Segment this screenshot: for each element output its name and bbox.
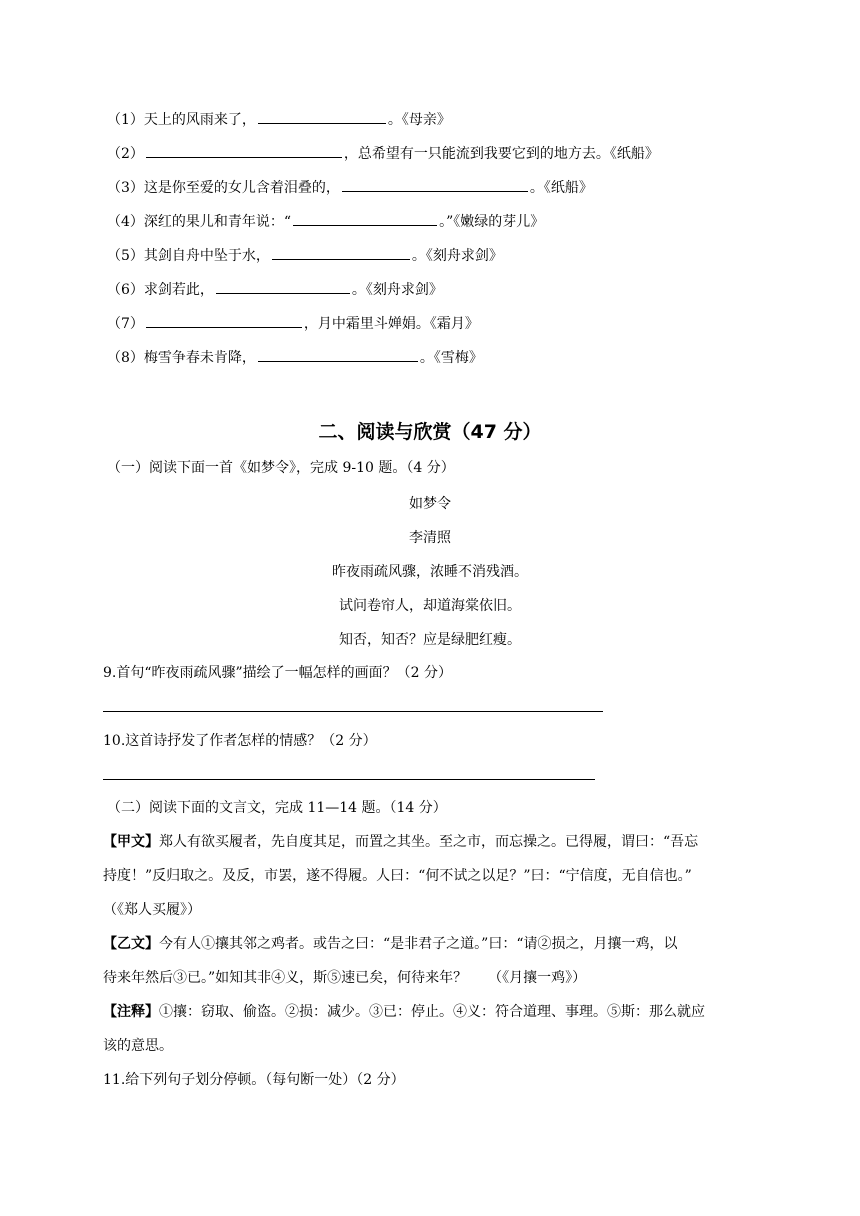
answer-blank[interactable] [258, 109, 386, 124]
answer-blank[interactable] [146, 313, 302, 328]
fill-item-1: （1）天上的风雨来了， 。《母亲》 [107, 109, 451, 130]
part1-intro: （一）阅读下面一首《如梦令》，完成 9-10 题。（4 分） [107, 460, 455, 476]
fill-item-7: （7） ，月中霜里斗婵娟。《霜月》 [107, 313, 479, 334]
jia-line-1: 【甲文】郑人有欲买履者，先自度其足，而置之其坐。至之市，而忘操之。已得履，谓曰：“吾忘 [103, 834, 699, 850]
fill-item-5: （5）其剑自舟中坠于水， 。《刻舟求剑》 [107, 245, 503, 266]
fill-item-6: （6）求剑若此， 。《刻舟求剑》 [107, 279, 443, 300]
jia-line-3: （《郑人买履》） [103, 902, 201, 918]
fill-item-8: （8）梅雪争春未肯降， 。《雪梅》 [107, 347, 483, 368]
question-10: 10.这首诗抒发了作者怎样的情感？（2 分） [103, 733, 377, 749]
poem-line-2: 试问卷帘人，却道海棠依旧。 [339, 598, 521, 614]
fill-item-2: （2） ，总希望有一只能流到我要它到的地方去。《纸船》 [107, 143, 659, 164]
part2-intro: （二）阅读下面的文言文，完成 11—14 题。（14 分） [107, 800, 447, 816]
poem-author: 李清照 [409, 530, 451, 546]
yi-line-1: 【乙文】今有人①攘其邻之鸡者。或告之曰：“是非君子之道。”曰：“请②损之，月攘一鸡，以 [103, 936, 678, 952]
answer-line-9[interactable] [103, 711, 603, 712]
answer-line-10[interactable] [103, 779, 595, 780]
answer-blank[interactable] [258, 347, 418, 362]
question-11: 11.给下列句子划分停顿。（每句断一处）（2 分） [103, 1072, 405, 1088]
answer-blank[interactable] [293, 211, 437, 226]
section-title: 二、阅读与欣赏（47 分） [318, 421, 542, 443]
answer-blank[interactable] [272, 245, 410, 260]
fill-item-3: （3）这是你至爱的女儿含着泪叠的， 。《纸船》 [107, 177, 593, 198]
yi-label: 【乙文】 [103, 936, 159, 952]
answer-blank[interactable] [146, 143, 342, 158]
fill-item-4: （4）深红的果儿和青年说：“ 。”《嫩绿的芽儿》 [107, 211, 544, 232]
poem-line-3: 知否，知否？应是绿肥红瘦。 [339, 632, 521, 648]
answer-blank[interactable] [216, 279, 350, 294]
notes-line-1: 【注释】①攘：窃取、偷盗。②损：减少。③已：停止。④义：符合道理、事理。⑤斯：那么就应 [103, 1004, 705, 1020]
jia-line-2: 持度！”反归取之。及反，市罢，遂不得履。人曰：“何不试之以足？”曰：“宁信度，无自信也。” [103, 868, 692, 884]
answer-blank[interactable] [342, 177, 528, 192]
question-9: 9.首句“昨夜雨疏风骤”描绘了一幅怎样的画面？（2 分） [103, 665, 453, 681]
yi-line-2: 待来年然后③已。”如知其非④义，斯⑤速已矣，何待来年？ （《月攘一鸡》） [103, 970, 587, 986]
notes-label: 【注释】 [103, 1004, 159, 1020]
poem-title: 如梦令 [409, 496, 451, 512]
notes-line-2: 该的意思。 [103, 1038, 173, 1054]
jia-label: 【甲文】 [103, 834, 159, 850]
poem-line-1: 昨夜雨疏风骤，浓睡不消残酒。 [332, 564, 528, 580]
